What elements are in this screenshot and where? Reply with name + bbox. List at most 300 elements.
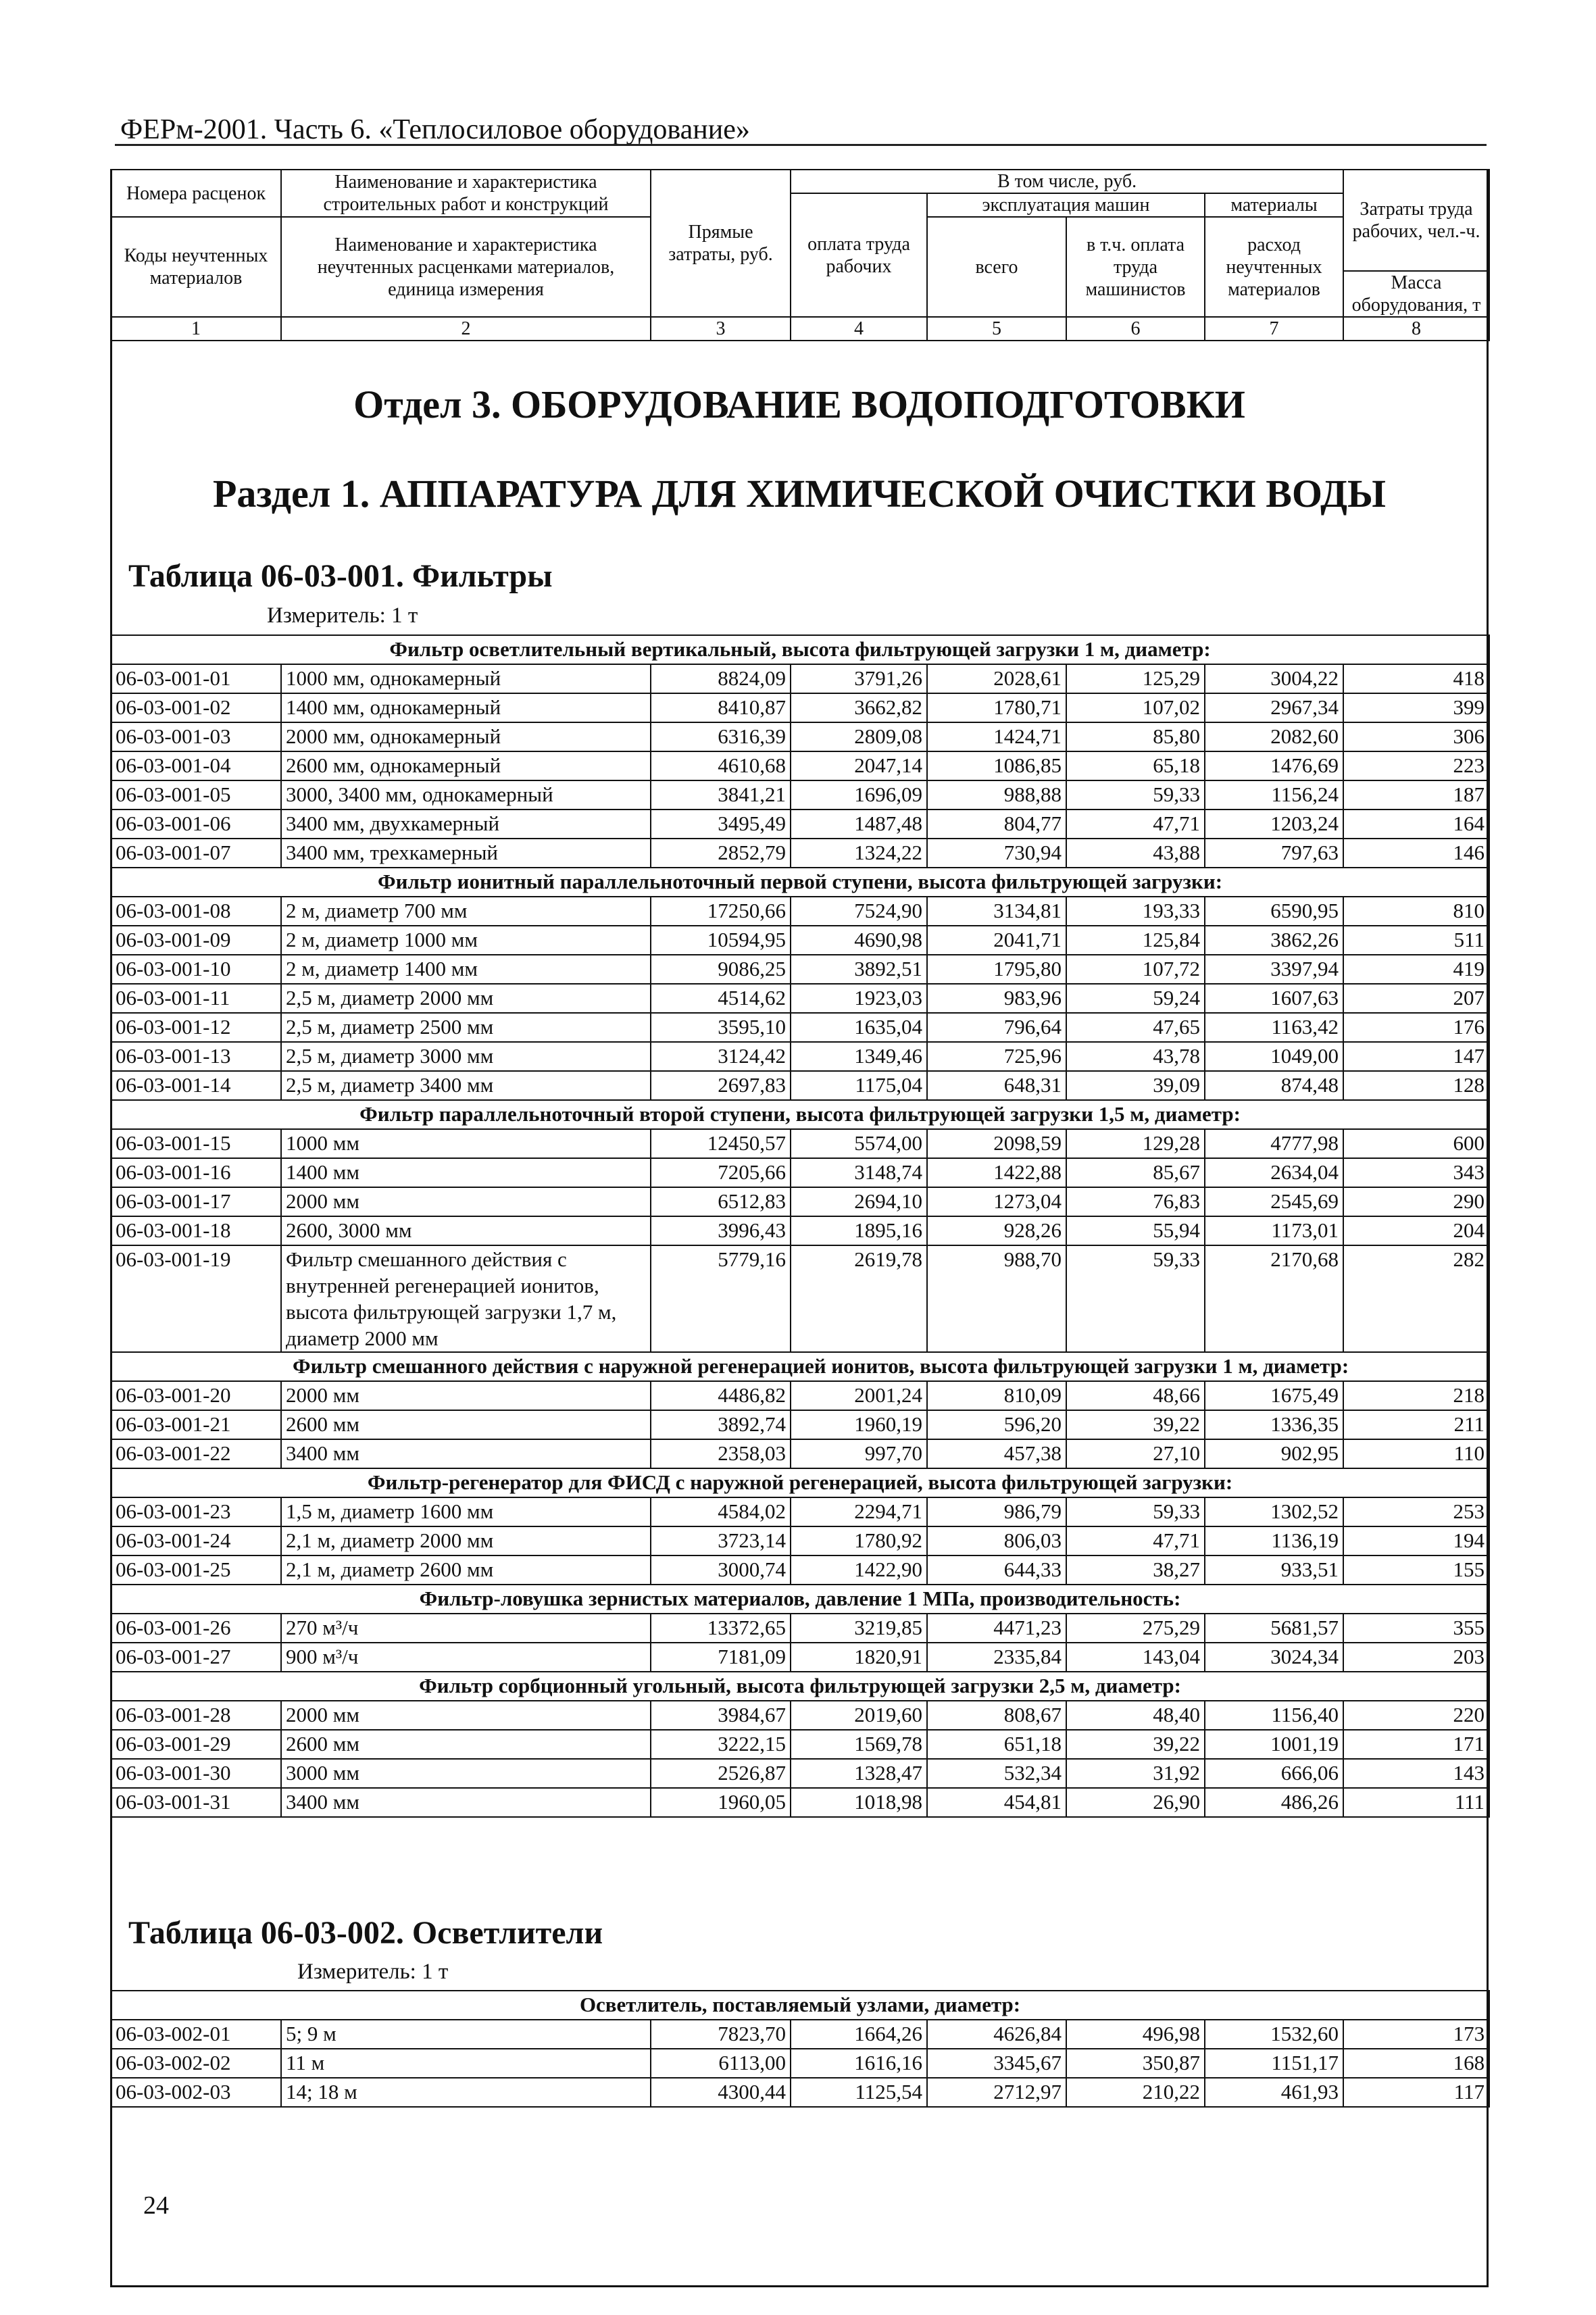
table-row [111, 1643, 1489, 1672]
materials-cost: 1607,63 [1205, 984, 1343, 1013]
direct-cost: 7823,70 [651, 2020, 791, 2049]
labor-hours: 143 [1343, 1759, 1489, 1788]
machines-total: 1780,71 [927, 693, 1066, 722]
work-name: 2000 мм, однокамерный [281, 722, 651, 751]
labor-hours: 810 [1343, 897, 1489, 926]
labor-hours: 203 [1343, 1643, 1489, 1672]
machines-total: 454,81 [927, 1788, 1066, 1817]
materials-cost: 486,26 [1205, 1788, 1343, 1817]
table-row [111, 1216, 1489, 1245]
materials-cost: 1156,40 [1205, 1701, 1343, 1730]
table-row [111, 751, 1489, 780]
machines-total: 1086,85 [927, 751, 1066, 780]
rate-code: 06-03-001-30 [111, 1759, 281, 1788]
machinists-pay: 26,90 [1066, 1788, 1205, 1817]
col-num: 2 [281, 317, 651, 341]
direct-cost: 3495,49 [651, 810, 791, 839]
labor-hours: 164 [1343, 810, 1489, 839]
rate-code: 06-03-001-09 [111, 926, 281, 955]
machinists-pay: 65,18 [1066, 751, 1205, 780]
direct-cost: 7181,09 [651, 1643, 791, 1672]
labor-hours: 419 [1343, 955, 1489, 984]
rate-code: 06-03-001-24 [111, 1526, 281, 1555]
rate-code: 06-03-001-21 [111, 1410, 281, 1439]
rate-code: 06-03-001-08 [111, 897, 281, 926]
labor-pay: 5574,00 [791, 1129, 927, 1158]
labor-pay: 4690,98 [791, 926, 927, 955]
machines-total: 928,26 [927, 1216, 1066, 1245]
work-name: 2,5 м, диаметр 3000 мм [281, 1042, 651, 1071]
labor-pay: 1422,90 [791, 1555, 927, 1585]
machinists-pay: 38,27 [1066, 1555, 1205, 1585]
labor-hours: 218 [1343, 1381, 1489, 1410]
work-name: 2000 мм [281, 1701, 651, 1730]
work-name: 900 м³/ч [281, 1643, 651, 1672]
labor-hours: 171 [1343, 1730, 1489, 1759]
materials-cost: 1336,35 [1205, 1410, 1343, 1439]
direct-cost: 4610,68 [651, 751, 791, 780]
table-row [111, 984, 1489, 1013]
materials-cost: 2634,04 [1205, 1158, 1343, 1187]
machinists-pay: 31,92 [1066, 1759, 1205, 1788]
direct-cost: 12450,57 [651, 1129, 791, 1158]
direct-cost: 4514,62 [651, 984, 791, 1013]
col-num: 1 [111, 317, 281, 341]
rate-code: 06-03-001-17 [111, 1187, 281, 1216]
col-num: 5 [927, 317, 1066, 341]
materials-cost: 3004,22 [1205, 664, 1343, 693]
labor-hours: 290 [1343, 1187, 1489, 1216]
machinists-pay: 85,67 [1066, 1158, 1205, 1187]
direct-cost: 4486,82 [651, 1381, 791, 1410]
materials-cost: 1675,49 [1205, 1381, 1343, 1410]
labor-hours: 146 [1343, 839, 1489, 868]
labor-pay: 1125,54 [791, 2078, 927, 2107]
labor-pay: 3791,26 [791, 664, 927, 693]
materials-cost: 1203,24 [1205, 810, 1343, 839]
materials-cost: 1173,01 [1205, 1216, 1343, 1245]
table-row [111, 2078, 1489, 2107]
materials-cost: 3862,26 [1205, 926, 1343, 955]
direct-cost: 13372,65 [651, 1614, 791, 1643]
table-row [111, 722, 1489, 751]
machines-total: 796,64 [927, 1013, 1066, 1042]
table-row [111, 1788, 1489, 1817]
table-row [111, 926, 1489, 955]
col-materials: материалы [1205, 193, 1343, 217]
direct-cost: 6113,00 [651, 2049, 791, 2078]
group-row [111, 1672, 1489, 1701]
machines-total: 988,70 [927, 1245, 1066, 1352]
labor-pay: 2694,10 [791, 1187, 927, 1216]
direct-cost: 10594,95 [651, 926, 791, 955]
col-machines-total: всего [927, 217, 1066, 317]
machinists-pay: 39,22 [1066, 1410, 1205, 1439]
group-row [111, 1468, 1489, 1497]
labor-hours: 220 [1343, 1701, 1489, 1730]
labor-pay: 1696,09 [791, 780, 927, 810]
machines-total: 810,09 [927, 1381, 1066, 1410]
labor-hours: 306 [1343, 722, 1489, 751]
machinists-pay: 125,29 [1066, 664, 1205, 693]
machines-total: 2028,61 [927, 664, 1066, 693]
rate-code: 06-03-001-13 [111, 1042, 281, 1071]
table-row [111, 955, 1489, 984]
labor-hours: 418 [1343, 664, 1489, 693]
labor-pay: 1664,26 [791, 2020, 927, 2049]
rate-code: 06-03-001-01 [111, 664, 281, 693]
rate-code: 06-03-001-25 [111, 1555, 281, 1585]
direct-cost: 3124,42 [651, 1042, 791, 1071]
direct-cost: 8410,87 [651, 693, 791, 722]
machinists-pay: 125,84 [1066, 926, 1205, 955]
machines-total: 988,88 [927, 780, 1066, 810]
rate-code: 06-03-002-03 [111, 2078, 281, 2107]
labor-hours: 110 [1343, 1439, 1489, 1468]
table2-title: Таблица 06-03-002. Осветлители [128, 1915, 603, 1951]
materials-cost: 1476,69 [1205, 751, 1343, 780]
labor-pay: 2047,14 [791, 751, 927, 780]
direct-cost: 5779,16 [651, 1245, 791, 1352]
materials-cost: 1302,52 [1205, 1497, 1343, 1526]
materials-cost: 1151,17 [1205, 2049, 1343, 2078]
direct-cost: 2697,83 [651, 1071, 791, 1100]
rate-code: 06-03-001-19 [111, 1245, 281, 1352]
labor-hours: 211 [1343, 1410, 1489, 1439]
labor-hours: 111 [1343, 1788, 1489, 1817]
machinists-pay: 193,33 [1066, 897, 1205, 926]
machines-total: 806,03 [927, 1526, 1066, 1555]
labor-pay: 1960,19 [791, 1410, 927, 1439]
table-row [111, 1042, 1489, 1071]
work-name: 270 м³/ч [281, 1614, 651, 1643]
machinists-pay: 107,72 [1066, 955, 1205, 984]
group-title: Фильтр смешанного действия с наружной регенерацией ионитов, высота фильтрующей загрузки 1 м, диаметр: [111, 1352, 1489, 1381]
machinists-pay: 55,94 [1066, 1216, 1205, 1245]
rate-code: 06-03-001-06 [111, 810, 281, 839]
table-row [111, 1013, 1489, 1042]
materials-cost: 1049,00 [1205, 1042, 1343, 1071]
machines-total: 1273,04 [927, 1187, 1066, 1216]
table1-measure: Измеритель: 1 т [267, 603, 418, 628]
group-title: Фильтр-регенератор для ФИСД с наружной регенерацией, высота фильтрующей загрузки: [111, 1468, 1489, 1497]
rate-code: 06-03-001-11 [111, 984, 281, 1013]
group-title: Фильтр сорбционный угольный, высота фильтрующей загрузки 2,5 м, диаметр: [111, 1672, 1489, 1701]
work-name: 2600 мм, однокамерный [281, 751, 651, 780]
rate-code: 06-03-001-18 [111, 1216, 281, 1245]
labor-pay: 1018,98 [791, 1788, 927, 1817]
labor-pay: 3219,85 [791, 1614, 927, 1643]
labor-hours: 187 [1343, 780, 1489, 810]
col-num: 4 [791, 317, 927, 341]
materials-cost: 5681,57 [1205, 1614, 1343, 1643]
col-num: 3 [651, 317, 791, 341]
labor-pay: 7524,90 [791, 897, 927, 926]
labor-pay: 1616,16 [791, 2049, 927, 2078]
header-rule [115, 144, 1487, 146]
table-row [111, 1730, 1489, 1759]
table-row [111, 1410, 1489, 1439]
materials-cost: 461,93 [1205, 2078, 1343, 2107]
machines-total: 2041,71 [927, 926, 1066, 955]
table-row [111, 1187, 1489, 1216]
table-row [111, 1497, 1489, 1526]
direct-cost: 1960,05 [651, 1788, 791, 1817]
labor-hours: 168 [1343, 2049, 1489, 2078]
materials-cost: 2170,68 [1205, 1245, 1343, 1352]
labor-hours: 343 [1343, 1158, 1489, 1187]
machinists-pay: 48,66 [1066, 1381, 1205, 1410]
machinists-pay: 47,71 [1066, 810, 1205, 839]
direct-cost: 3595,10 [651, 1013, 791, 1042]
labor-pay: 1349,46 [791, 1042, 927, 1071]
group-title: Фильтр ионитный параллельноточный первой ступени, высота фильтрующей загрузки: [111, 868, 1489, 897]
machinists-pay: 39,09 [1066, 1071, 1205, 1100]
col-including: В том числе, руб. [791, 170, 1343, 193]
machinists-pay: 107,02 [1066, 693, 1205, 722]
machinists-pay: 43,78 [1066, 1042, 1205, 1071]
work-name: 1000 мм, однокамерный [281, 664, 651, 693]
materials-cost: 2967,34 [1205, 693, 1343, 722]
group-title: Фильтр параллельноточный второй ступени, высота фильтрующей загрузки 1,5 м, диаметр: [111, 1100, 1489, 1129]
direct-cost: 2358,03 [651, 1439, 791, 1468]
col-num: 8 [1343, 317, 1489, 341]
machines-total: 2098,59 [927, 1129, 1066, 1158]
machines-total: 725,96 [927, 1042, 1066, 1071]
work-name: 2 м, диаметр 1000 мм [281, 926, 651, 955]
labor-pay: 1569,78 [791, 1730, 927, 1759]
labor-hours: 207 [1343, 984, 1489, 1013]
work-name: 3400 мм, двухкамерный [281, 810, 651, 839]
direct-cost: 3222,15 [651, 1730, 791, 1759]
work-name: Фильтр смешанного действия с внутренней регенерацией ионитов, высота фильтрующей загрузки 1,7 м, диаметр 2000 мм [281, 1245, 651, 1352]
rate-code: 06-03-001-15 [111, 1129, 281, 1158]
direct-cost: 8824,09 [651, 664, 791, 693]
machinists-pay: 85,80 [1066, 722, 1205, 751]
direct-cost: 2852,79 [651, 839, 791, 868]
rate-code: 06-03-002-02 [111, 2049, 281, 2078]
table-row [111, 2020, 1489, 2049]
labor-pay: 1820,91 [791, 1643, 927, 1672]
col-machinists: в т.ч. оплата труда машинистов [1066, 217, 1205, 317]
table-row [111, 1381, 1489, 1410]
work-name: 2 м, диаметр 1400 мм [281, 955, 651, 984]
materials-cost: 3024,34 [1205, 1643, 1343, 1672]
labor-pay: 2001,24 [791, 1381, 927, 1410]
rate-code: 06-03-001-05 [111, 780, 281, 810]
labor-hours: 355 [1343, 1614, 1489, 1643]
machines-total: 986,79 [927, 1497, 1066, 1526]
materials-cost: 1136,19 [1205, 1526, 1343, 1555]
col-name-top: Наименование и характеристика строительных работ и конструкций [281, 170, 651, 217]
direct-cost: 9086,25 [651, 955, 791, 984]
direct-cost: 4584,02 [651, 1497, 791, 1526]
machines-total: 644,33 [927, 1555, 1066, 1585]
rate-code: 06-03-001-12 [111, 1013, 281, 1042]
machines-total: 648,31 [927, 1071, 1066, 1100]
table2 [110, 1990, 1490, 2108]
group-title: Фильтр-ловушка зернистых материалов, давление 1 МПа, производительность: [111, 1585, 1489, 1614]
col-code-top: Номера расценок [111, 170, 281, 217]
machinists-pay: 76,83 [1066, 1187, 1205, 1216]
rate-code: 06-03-001-22 [111, 1439, 281, 1468]
machinists-pay: 43,88 [1066, 839, 1205, 868]
table-row [111, 1129, 1489, 1158]
col-num: 7 [1205, 317, 1343, 341]
work-name: 1400 мм [281, 1158, 651, 1187]
table-row [111, 1071, 1489, 1100]
table1-title: Таблица 06-03-001. Фильтры [128, 558, 553, 594]
materials-cost: 933,51 [1205, 1555, 1343, 1585]
rate-code: 06-03-001-14 [111, 1071, 281, 1100]
direct-cost: 6512,83 [651, 1187, 791, 1216]
materials-cost: 902,95 [1205, 1439, 1343, 1468]
table-row [111, 693, 1489, 722]
machines-total: 730,94 [927, 839, 1066, 868]
materials-cost: 1532,60 [1205, 2020, 1343, 2049]
table-row [111, 1759, 1489, 1788]
machines-total: 2712,97 [927, 2078, 1066, 2107]
table-row [111, 1701, 1489, 1730]
labor-pay: 1923,03 [791, 984, 927, 1013]
group-title: Осветлитель, поставляемый узлами, диаметр: [111, 1991, 1489, 2020]
col-materials-sub: расход неучтенных материалов [1205, 217, 1343, 317]
machines-total: 2335,84 [927, 1643, 1066, 1672]
rate-code: 06-03-001-16 [111, 1158, 281, 1187]
materials-cost: 1163,42 [1205, 1013, 1343, 1042]
group-row [111, 868, 1489, 897]
machines-total: 983,96 [927, 984, 1066, 1013]
labor-pay: 1324,22 [791, 839, 927, 868]
machinists-pay: 496,98 [1066, 2020, 1205, 2049]
rate-code: 06-03-001-02 [111, 693, 281, 722]
group-title: Фильтр осветлительный вертикальный, высота фильтрующей загрузки 1 м, диаметр: [111, 635, 1489, 664]
labor-pay: 1328,47 [791, 1759, 927, 1788]
machines-total: 1795,80 [927, 955, 1066, 984]
work-name: 2000 мм [281, 1187, 651, 1216]
labor-pay: 1487,48 [791, 810, 927, 839]
table1 [110, 634, 1490, 1818]
work-name: 2,5 м, диаметр 2000 мм [281, 984, 651, 1013]
direct-cost: 3000,74 [651, 1555, 791, 1585]
section-title: Раздел 1. АППАРАТУРА ДЛЯ ХИМИЧЕСКОЙ ОЧИСТКИ ВОДЫ [212, 472, 1386, 516]
machines-total: 4626,84 [927, 2020, 1066, 2049]
machinists-pay: 47,65 [1066, 1013, 1205, 1042]
machinists-pay: 27,10 [1066, 1439, 1205, 1468]
labor-hours: 173 [1343, 2020, 1489, 2049]
work-name: 3400 мм [281, 1788, 651, 1817]
machines-total: 3134,81 [927, 897, 1066, 926]
machinists-pay: 275,29 [1066, 1614, 1205, 1643]
rate-code: 06-03-001-26 [111, 1614, 281, 1643]
direct-cost: 4300,44 [651, 2078, 791, 2107]
work-name: 14; 18 м [281, 2078, 651, 2107]
work-name: 5; 9 м [281, 2020, 651, 2049]
rate-code: 06-03-001-20 [111, 1381, 281, 1410]
col-labor-cost: Затраты труда рабочих, чел.-ч. [1343, 170, 1489, 271]
materials-cost: 1001,19 [1205, 1730, 1343, 1759]
materials-cost: 874,48 [1205, 1071, 1343, 1100]
labor-hours: 253 [1343, 1497, 1489, 1526]
page-number: 24 [143, 2191, 169, 2220]
labor-hours: 223 [1343, 751, 1489, 780]
direct-cost: 3996,43 [651, 1216, 791, 1245]
work-name: 3400 мм [281, 1439, 651, 1468]
direct-cost: 3723,14 [651, 1526, 791, 1555]
department-title: Отдел 3. ОБОРУДОВАНИЕ ВОДОПОДГОТОВКИ [353, 382, 1245, 426]
rate-code: 06-03-001-29 [111, 1730, 281, 1759]
rate-code: 06-03-001-23 [111, 1497, 281, 1526]
materials-cost: 2082,60 [1205, 722, 1343, 751]
table-row [111, 1555, 1489, 1585]
labor-hours: 117 [1343, 2078, 1489, 2107]
col-num: 6 [1066, 317, 1205, 341]
direct-cost: 2526,87 [651, 1759, 791, 1788]
labor-pay: 2294,71 [791, 1497, 927, 1526]
col-machines: эксплуатация машин [927, 193, 1205, 217]
rate-code: 06-03-001-27 [111, 1643, 281, 1672]
direct-cost: 3892,74 [651, 1410, 791, 1439]
machines-total: 651,18 [927, 1730, 1066, 1759]
work-name: 2600 мм [281, 1730, 651, 1759]
col-code-bottom: Коды неучтенных материалов [111, 217, 281, 317]
labor-hours: 128 [1343, 1071, 1489, 1100]
machines-total: 1424,71 [927, 722, 1066, 751]
rate-code: 06-03-001-28 [111, 1701, 281, 1730]
table-row [111, 1614, 1489, 1643]
machinists-pay: 350,87 [1066, 2049, 1205, 2078]
labor-hours: 282 [1343, 1245, 1489, 1352]
table-row [111, 810, 1489, 839]
labor-hours: 194 [1343, 1526, 1489, 1555]
col-name-bottom: Наименование и характеристика неучтенных расценками материалов, единица измерения [281, 217, 651, 317]
work-name: 2,5 м, диаметр 2500 мм [281, 1013, 651, 1042]
machinists-pay: 210,22 [1066, 2078, 1205, 2107]
running-header: ФЕРм-2001. Часть 6. «Теплосиловое оборудование» [120, 114, 750, 145]
machinists-pay: 48,40 [1066, 1701, 1205, 1730]
group-row [111, 1100, 1489, 1129]
labor-hours: 176 [1343, 1013, 1489, 1042]
work-name: 11 м [281, 2049, 651, 2078]
labor-pay: 3662,82 [791, 693, 927, 722]
machinists-pay: 39,22 [1066, 1730, 1205, 1759]
labor-pay: 2619,78 [791, 1245, 927, 1352]
machines-total: 3345,67 [927, 2049, 1066, 2078]
table-row [111, 1439, 1489, 1468]
table-row [111, 1245, 1489, 1352]
materials-cost: 797,63 [1205, 839, 1343, 868]
labor-pay: 997,70 [791, 1439, 927, 1468]
machinists-pay: 129,28 [1066, 1129, 1205, 1158]
machinists-pay: 59,24 [1066, 984, 1205, 1013]
labor-pay: 1780,92 [791, 1526, 927, 1555]
col-mass: Масса оборудования, т [1343, 271, 1489, 317]
machines-total: 457,38 [927, 1439, 1066, 1468]
machines-total: 4471,23 [927, 1614, 1066, 1643]
work-name: 1400 мм, однокамерный [281, 693, 651, 722]
machinists-pay: 59,33 [1066, 1497, 1205, 1526]
machines-total: 804,77 [927, 810, 1066, 839]
materials-cost: 2545,69 [1205, 1187, 1343, 1216]
rate-code: 06-03-001-31 [111, 1788, 281, 1817]
labor-hours: 204 [1343, 1216, 1489, 1245]
labor-hours: 600 [1343, 1129, 1489, 1158]
table-row [111, 897, 1489, 926]
labor-pay: 2809,08 [791, 722, 927, 751]
labor-hours: 155 [1343, 1555, 1489, 1585]
materials-cost: 1156,24 [1205, 780, 1343, 810]
machines-total: 596,20 [927, 1410, 1066, 1439]
